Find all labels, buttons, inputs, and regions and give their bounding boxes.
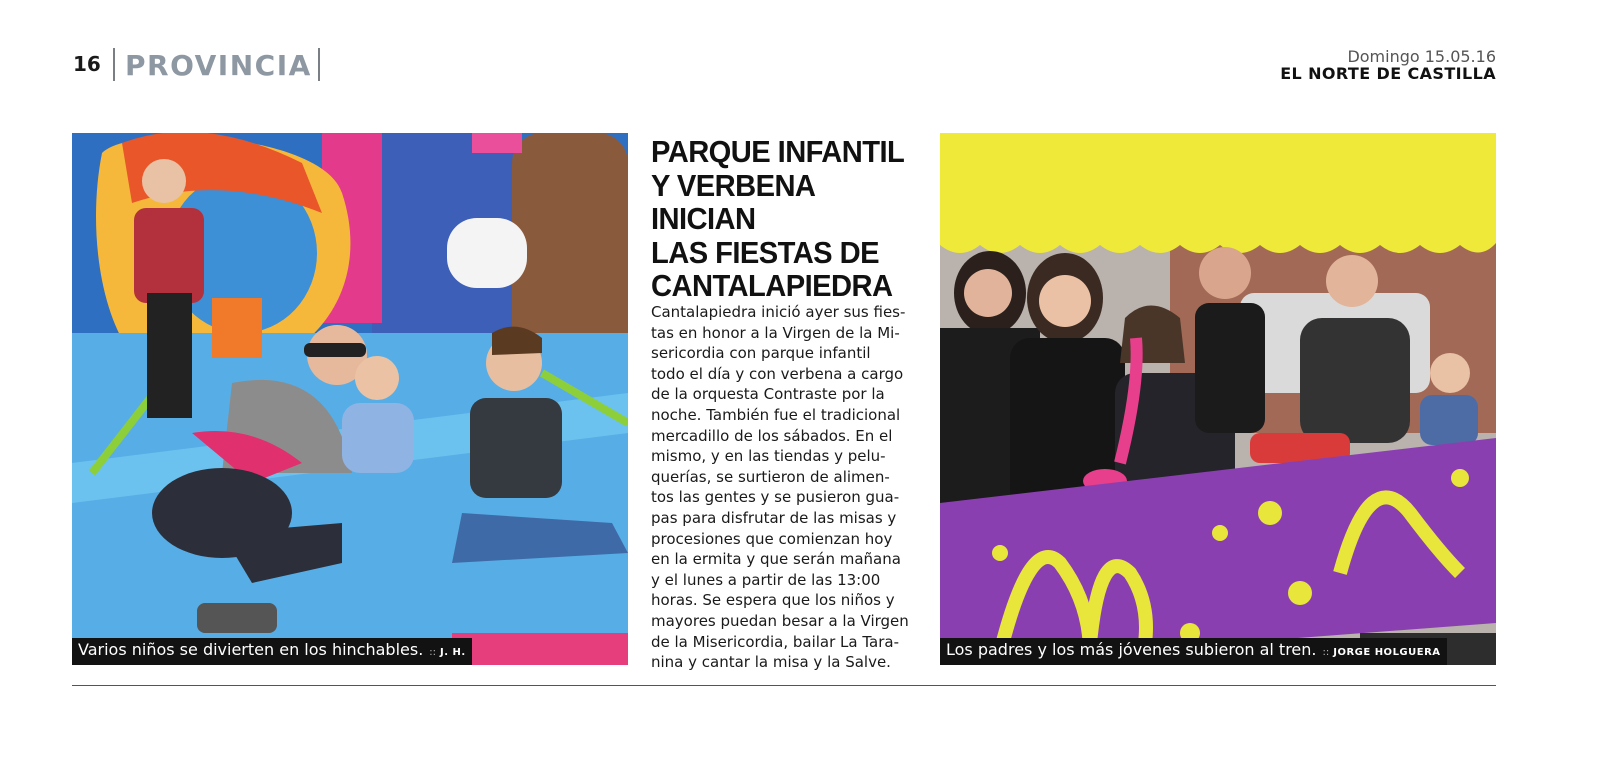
headline-line: LAS FIESTAS DE bbox=[651, 234, 879, 270]
caption-separator: :: bbox=[429, 647, 437, 658]
issue-date: Domingo 15.05.16 bbox=[1347, 47, 1496, 66]
body-line: de la Misericordia, bailar La Tara- bbox=[651, 632, 900, 651]
inflatable-scene bbox=[72, 133, 628, 665]
headline-line: Y VERBENA INICIAN bbox=[651, 167, 815, 236]
newspaper-name: EL NORTE DE CASTILLA bbox=[1280, 64, 1496, 83]
body-line: Cantalapiedra inició ayer sus fies- bbox=[651, 303, 906, 321]
body-line: y el lunes a partir de las 13:00 bbox=[651, 570, 881, 589]
body-line: todo el día y con verbena a cargo bbox=[651, 364, 904, 383]
body-line: mayores puedan besar a la Virgen bbox=[651, 611, 909, 630]
bottom-rule bbox=[72, 685, 1496, 686]
body-line: de la orquesta Contraste por la bbox=[651, 385, 885, 404]
photo-train bbox=[940, 133, 1496, 665]
body-line: tas en honor a la Virgen de la Mi- bbox=[651, 323, 900, 342]
caption-separator: :: bbox=[1322, 647, 1330, 658]
photo-caption-right bbox=[940, 638, 1447, 665]
photo-caption-left bbox=[72, 638, 472, 665]
body-line: querías, se surtieron de alimen- bbox=[651, 467, 890, 486]
headline-line: PARQUE INFANTIL bbox=[651, 134, 905, 169]
train-scene bbox=[940, 133, 1496, 665]
body-line: tos las gentes y se pusieron gua- bbox=[651, 488, 900, 507]
body-line: procesiones que comienzan hoy bbox=[651, 529, 893, 548]
body-line: nina y cantar la misa y la Salve. bbox=[651, 653, 891, 672]
body-line: pas para disfrutar de las misas y bbox=[651, 508, 897, 527]
body-line: en la ermita y que serán mañana bbox=[651, 550, 901, 569]
body-line: noche. También fue el tradicional bbox=[651, 405, 901, 424]
body-line: mismo, y en las tiendas y pelu- bbox=[651, 447, 886, 466]
body-line: horas. Se espera que los niños y bbox=[651, 591, 895, 610]
headline-line: CANTALAPIEDRA bbox=[651, 268, 893, 303]
article-headline bbox=[651, 135, 910, 303]
caption-text: Los padres y los más jóvenes subieron al tren. bbox=[946, 640, 1317, 659]
section-divider-left bbox=[113, 48, 115, 81]
article-body bbox=[651, 302, 921, 673]
page-number: 16 bbox=[73, 52, 101, 76]
caption-text: Varios niños se divierten en los hinchables. bbox=[78, 640, 424, 659]
section-title: PROVINCIA bbox=[125, 49, 312, 82]
photo-credit: J. H. bbox=[440, 647, 466, 658]
photo-inflatable bbox=[72, 133, 628, 665]
photo-credit: JORGE HOLGUERA bbox=[1333, 647, 1441, 658]
body-line: sericordia con parque infantil bbox=[651, 344, 871, 363]
section-divider-right bbox=[318, 48, 320, 81]
body-line: mercadillo de los sábados. En el bbox=[651, 426, 893, 445]
